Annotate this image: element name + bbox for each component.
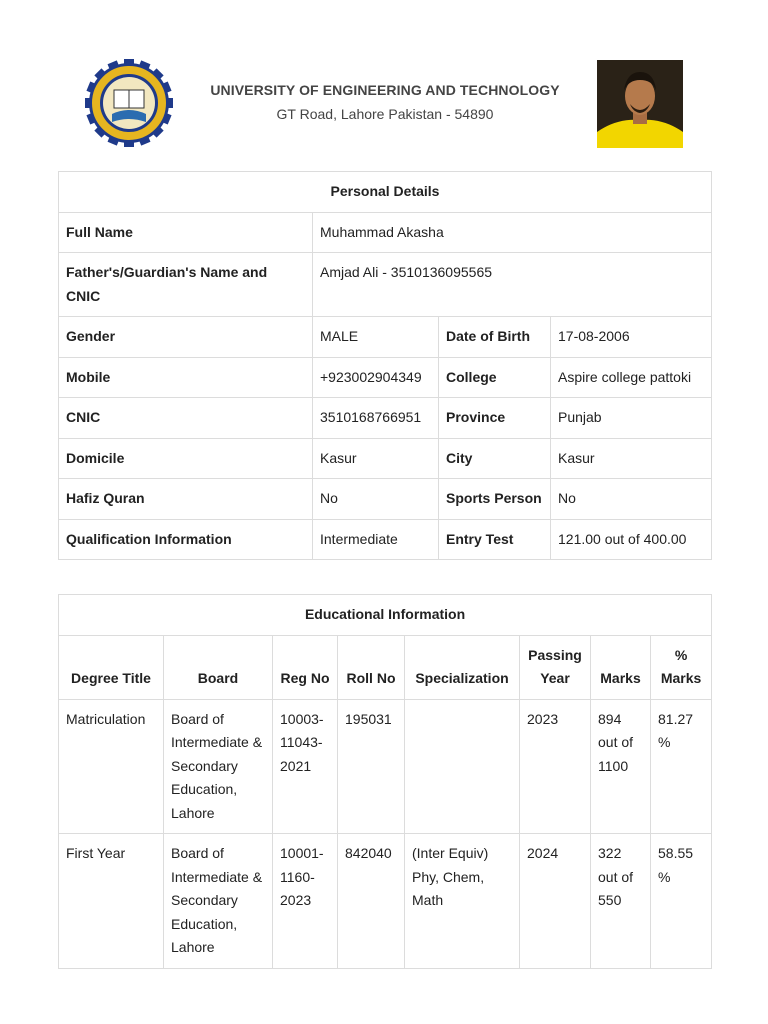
uet-logo-icon [84,58,174,148]
entry-test-value: 121.00 out of 400.00 [551,519,712,560]
gender-value: MALE [313,317,439,358]
table-row [59,699,712,834]
full-name-label: Full Name [59,212,313,253]
column-header-reg-no: Reg No [273,635,338,699]
passing-year-cell: 2024 [520,834,591,969]
board-cell: Board of Intermediate & Secondary Education, Lahore [164,834,273,969]
entry-test-label: Entry Test [439,519,551,560]
personal-details-table [58,171,712,560]
column-header-percent-marks: % Marks [651,635,712,699]
column-header-marks: Marks [591,635,651,699]
father-value: Amjad Ali - 3510136095565 [313,253,712,317]
province-value: Punjab [551,398,712,439]
dob-label: Date of Birth [439,317,551,358]
degree-title-cell: Matriculation [59,699,164,834]
column-header-roll-no: Roll No [338,635,405,699]
domicile-label: Domicile [59,438,313,479]
column-header-board: Board [164,635,273,699]
father-label: Father's/Guardian's Name and CNIC [59,253,313,317]
personal-details-heading: Personal Details [59,172,712,213]
domicile-value: Kasur [313,438,439,479]
cnic-label: CNIC [59,398,313,439]
educational-information-table [58,594,712,969]
hafiz-quran-label: Hafiz Quran [59,479,313,520]
column-header-passing-year: Passing Year [520,635,591,699]
sports-person-label: Sports Person [439,479,551,520]
college-value: Aspire college pattoki [551,357,712,398]
qualification-label: Qualification Information [59,519,313,560]
marks-cell: 322 out of 550 [591,834,651,969]
city-value: Kasur [551,438,712,479]
gender-label: Gender [59,317,313,358]
sports-person-value: No [551,479,712,520]
hafiz-quran-value: No [313,479,439,520]
educational-information-heading: Educational Information [59,595,712,636]
percent-marks-cell: 81.27 % [651,699,712,834]
qualification-value: Intermediate [313,519,439,560]
board-cell: Board of Intermediate & Secondary Education, Lahore [164,699,273,834]
university-address: GT Road, Lahore Pakistan - 54890 [276,106,494,122]
table-row [59,834,712,969]
marks-cell: 894 out of 1100 [591,699,651,834]
city-label: City [439,438,551,479]
passing-year-cell: 2023 [520,699,591,834]
mobile-label: Mobile [59,357,313,398]
student-photo [597,60,683,148]
specialization-cell: (Inter Equiv) Phy, Chem, Math [405,834,520,969]
full-name-value: Muhammad Akasha [313,212,712,253]
province-label: Province [439,398,551,439]
college-label: College [439,357,551,398]
dob-value: 17-08-2006 [551,317,712,358]
column-header-degree-title: Degree Title [59,635,164,699]
document-header [0,0,768,170]
mobile-value: +923002904349 [313,357,439,398]
university-name: UNIVERSITY OF ENGINEERING AND TECHNOLOGY [210,82,560,98]
column-header-specialization: Specialization [405,635,520,699]
specialization-cell [405,699,520,834]
reg-no-cell: 10001-1160-2023 [273,834,338,969]
roll-no-cell: 842040 [338,834,405,969]
degree-title-cell: First Year [59,834,164,969]
percent-marks-cell: 58.55 % [651,834,712,969]
reg-no-cell: 10003-11043-2021 [273,699,338,834]
cnic-value: 3510168766951 [313,398,439,439]
roll-no-cell: 195031 [338,699,405,834]
